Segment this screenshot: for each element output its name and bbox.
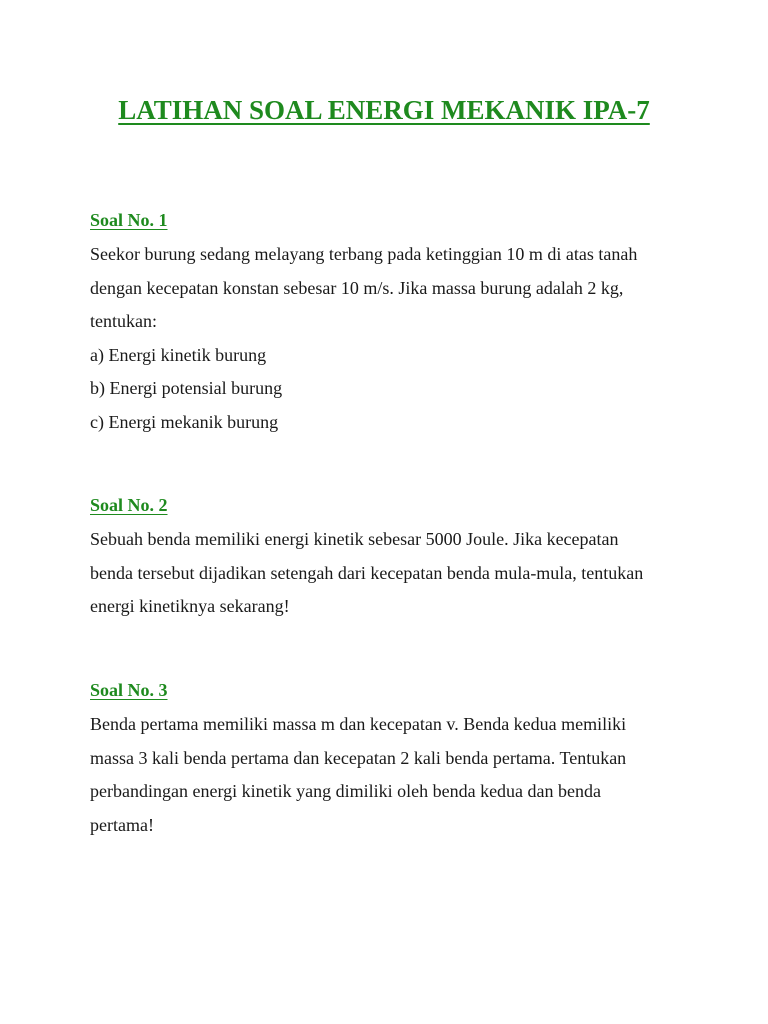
question-1-option-c: c) Energi mekanik burung: [90, 411, 279, 432]
question-3-line: massa 3 kali benda pertama dan kecepatan 2 kali benda pertama. Tentukan: [90, 747, 627, 768]
question-1-line: Seekor burung sedang melayang terbang pada ketinggian 10 m di atas tanah: [90, 244, 638, 264]
question-1-line: dengan kecepatan konstan sebesar 10 m/s. Jika massa burung adalah 2 kg,: [90, 277, 624, 298]
question-2-line: benda tersebut dijadikan setengah dari kecepatan benda mula-mula, tentukan: [90, 562, 644, 583]
question-3-line: perbandingan energi kinetik yang dimiliki oleh benda kedua dan benda: [90, 781, 602, 801]
question-2: [90, 493, 680, 624]
question-3-line: pertama!: [90, 814, 154, 835]
question-1-option-b: b) Energi potensial burung: [90, 378, 283, 398]
question-1-line: tentukan:: [90, 311, 157, 331]
question-2-heading: Soal No. 2: [90, 495, 168, 515]
question-2-line: energi kinetiknya sekarang!: [90, 596, 290, 616]
question-3-line: Benda pertama memiliki massa m dan kecepatan v. Benda kedua memiliki: [90, 714, 627, 734]
question-1: [90, 208, 680, 439]
document-title: LATIHAN SOAL ENERGI MEKANIK IPA-7: [118, 95, 650, 125]
question-3-heading: Soal No. 3: [90, 680, 168, 700]
question-2-line: Sebuah benda memiliki energi kinetik sebesar 5000 Joule. Jika kecepatan: [90, 529, 619, 549]
question-3: [90, 678, 680, 842]
question-1-option-a: a) Energi kinetik burung: [90, 344, 267, 365]
question-1-heading: Soal No. 1: [90, 210, 168, 230]
